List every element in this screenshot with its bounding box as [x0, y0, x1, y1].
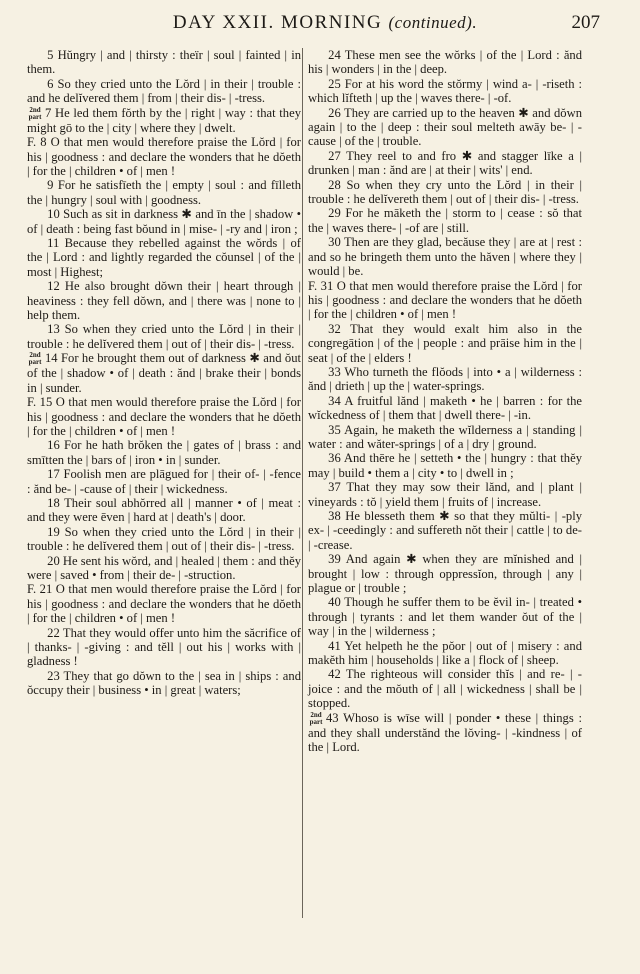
verse-text: 22 That they would offer unto him the săcrifice of | thanks- | -giving : and tĕll | out his | works with | gladness ! — [27, 625, 301, 669]
verse — [27, 525, 301, 554]
verse — [308, 394, 582, 423]
verse — [27, 554, 301, 583]
verse — [308, 639, 582, 668]
verse — [27, 496, 301, 525]
verse — [27, 669, 301, 698]
verse — [308, 365, 582, 394]
verse-text: 11 Because they rebelled against the wŏrds | of the | Lord : and lightly regarded the cŏunsel | of the | most | Highest; — [27, 235, 301, 279]
verse-text: 13 So when they cried unto the Lŏrd | in their | trouble : he delĭvered them | out of | their dis- | -tress. — [27, 322, 301, 351]
second-part-marker: 2nd part — [28, 351, 42, 367]
verse-text: 23 They that go dŏwn to the | sea in | ships : and ŏccupy their | business • in | great | waters; — [27, 668, 301, 698]
verse — [308, 149, 582, 178]
right-column — [308, 48, 582, 755]
second-part-marker: 2nd part — [28, 105, 42, 121]
verse — [27, 48, 301, 77]
page-number: 207 — [571, 12, 600, 33]
verse-text: F. 8 O that men would therefore praise the Lŏrd | for his | goodness : and declare the wonders that he dŏeth | for the | children • of | men ! — [27, 135, 301, 178]
verse-text: 39 And again ✱ when they are mĭnished and | brought | low : through oppressĭon, through | any | plague or | trouble ; — [308, 552, 582, 596]
verse — [308, 77, 582, 106]
verse — [27, 438, 301, 467]
verse-text: 6 So they cried unto the Lŏrd | in their | trouble : and he delĭvered them | from | their dis- | -tress. — [27, 76, 301, 106]
verse — [27, 582, 301, 625]
page-header — [50, 10, 600, 40]
verse-text: 36 And thēre he | setteth • the | hungry : that thĕy may | build • them a | city • to | dwell in ; — [308, 451, 582, 480]
verse-text: 7 He led them fŏrth by the | right | way : that they might gō to the | city | where they | dwelt. — [27, 105, 301, 135]
verse — [308, 279, 582, 322]
verse — [27, 207, 301, 236]
verse-text: F. 31 O that men would therefore praise the Lŏrd | for his | goodness : and declare the wonders that he dŏeth | for the | children • of | men ! — [308, 278, 582, 322]
verse-text: 14 For he brought them out of darkness ✱ and ŏut of the | shadow • of | death : ănd | brake their | bonds in | sunder. — [27, 351, 301, 395]
verse — [308, 206, 582, 235]
verse-text: 42 The righteous will consider thĭs | and re- | -joice : and the mŏuth of | all | wickedness | shall be | stopped. — [308, 667, 582, 711]
verse — [308, 235, 582, 278]
verse-text: 30 Then are they glad, becăuse they | are at | rest : and so he bringeth them unto the hăven | where they | would | be. — [308, 235, 582, 279]
verse — [27, 135, 301, 178]
verse — [308, 451, 582, 480]
verse — [27, 178, 301, 207]
verse — [27, 351, 301, 395]
verse — [308, 667, 582, 710]
left-column — [27, 48, 301, 698]
verse-text: 9 For he satisfīeth the | empty | soul : and fīlleth the | hungry | soul with | goodness. — [27, 178, 301, 207]
second-part-marker: 2nd part — [309, 710, 323, 726]
column-divider — [302, 48, 303, 918]
verse-text: 17 Foolish men are plāgued for | their of- | -fence : ănd be- | -cause of | their | wickedness. — [27, 467, 301, 496]
verse — [27, 322, 301, 351]
verse — [27, 236, 301, 279]
verse — [308, 480, 582, 509]
verse — [308, 106, 582, 149]
verse-text: 5 Hŭngry | and | thirsty : theïr | soul | fainted | in them. — [27, 48, 301, 77]
verse-text: 25 For at his word the stŏrmy | wind a- | -riseth : which lĭfteth | up the | waves there- | -of. — [308, 76, 582, 106]
verse-text: 24 These men see the wŏrks | of the | Lord : ănd his | wonders | in the | deep. — [308, 48, 582, 77]
verse-text: 41 Yet helpeth he the pŏor | out of | misery : and makĕth him | households | like a | flock of | sheep. — [308, 638, 582, 668]
title-main: DAY XXII. MORNING — [172, 12, 389, 33]
verse-text: 29 For he māketh the | storm to | cease : sŏ that the | waves there- | -of are | still. — [308, 206, 582, 235]
verse-text: 28 So when they cry unto the Lŏrd | in their | trouble : he delĭvereth them | out of | their dis- | -tress. — [308, 177, 582, 207]
verse — [308, 711, 582, 755]
verse-text: 32 That they would exalt him also in the congregātion | of the | people : and prāise him in the | seat | of the | elders ! — [308, 321, 582, 365]
verse-text: 26 They are carried up to the heaven ✱ and dŏwn again | to the | deep : their soul melteth awāy be- | -cause | of the | trouble. — [308, 105, 582, 149]
verse-text: 35 Again, he maketh the wĭlderness a | standing | water : and wăter-springs | of a | dry | ground. — [308, 422, 582, 451]
verse-text: 38 He blesseth them ✱ so that they mŭlti- | -ply ex- | -ceedingly : and suffereth nŏt their | cattle | to de- | -crease. — [308, 509, 582, 552]
verse-text: 34 A fruitful lănd | maketh • he | barren : for the wĭckedness of | them that | dwell there- | -in. — [308, 393, 582, 423]
verse-text: 19 So when they cried unto the Lŏrd | in their | trouble : he delĭvered them | out of | their dis- | -tress. — [27, 524, 301, 554]
verse — [27, 106, 301, 136]
verse — [308, 423, 582, 452]
verse — [27, 467, 301, 496]
title-continued: (continued). — [388, 13, 478, 32]
verse — [308, 178, 582, 207]
verse-text: F. 21 O that men would therefore praise the Lŏrd | for his | goodness : and declare the wonders that he dŏeth | for the | children • of | men ! — [27, 582, 301, 626]
verse-text: 27 They reel to and fro ✱ and stagger līke a | drunken | man : ănd are | at their | wits' | end. — [308, 148, 582, 178]
verse — [308, 322, 582, 365]
verse-text: 16 For he hath brŏken the | gates of | brass : and smītten the | bars of | iron • in | sunder. — [27, 438, 301, 467]
verse-text: 37 That they may sow their lănd, and | plant | vineyards : tŏ | yield them | fruits of | increase. — [308, 480, 582, 509]
page-title — [50, 12, 600, 34]
verse-text: 33 Who turneth the flŏods | into • a | wilderness : ănd | drieth | up the | water-springs. — [308, 364, 582, 394]
verse — [27, 279, 301, 322]
verse-text: 40 Though he suffer them to be ĕvil in- | treated • through | tyrants : and let them wander ŏut of the | way | in the | wilderness ; — [308, 595, 582, 639]
verse-text: 20 He sent his wŏrd, and | healed | them : and thĕy were | saved • from | their de- | -struction. — [27, 553, 301, 583]
verse — [308, 595, 582, 638]
verse-text: 10 Such as sit in darkness ✱ and īn the | shadow • of | death : being fast bŏund in | mise- | -ry and | iron ; — [27, 207, 301, 236]
verse-text: F. 15 O that men would therefore praise the Lŏrd | for his | goodness : and declare the wonders that he dŏeth | for the | children • of | men ! — [27, 395, 301, 438]
verse — [27, 626, 301, 669]
verse — [27, 77, 301, 106]
verse — [308, 48, 582, 77]
verse — [308, 552, 582, 595]
verse-text: 12 He also brought dŏwn their | heart through | heaviness : they fell dŏwn, and | there was | none to | help them. — [27, 279, 301, 323]
verse — [27, 395, 301, 438]
verse-text: 43 Whoso is wīse will | ponder • these | things : and they shall understănd the lŏving- | -kindness | of the | Lord. — [308, 710, 582, 755]
verse-text: 18 Their soul abhŏrred all | manner • of | meat : and they were ēven | hard at | death's | door. — [27, 496, 301, 525]
verse — [308, 509, 582, 552]
